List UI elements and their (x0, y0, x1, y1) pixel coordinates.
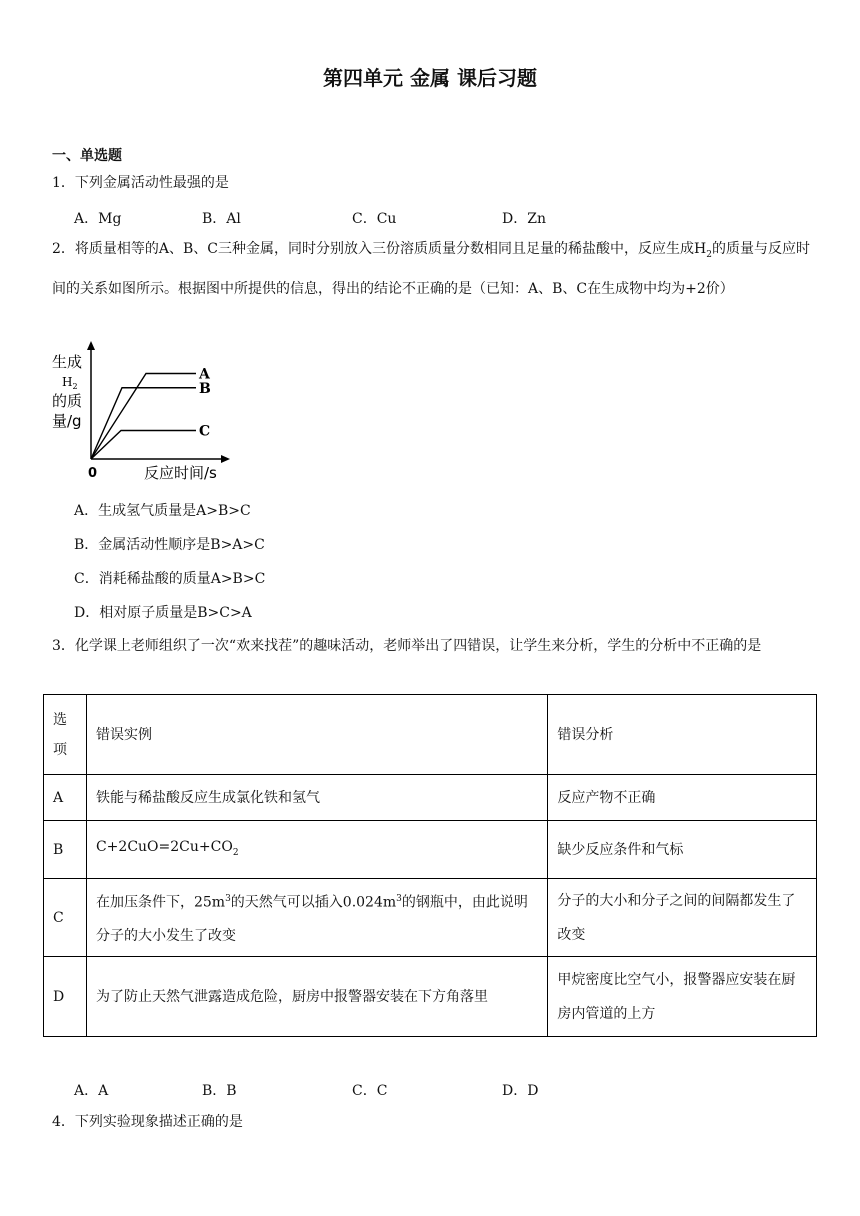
series-line-a (91, 374, 196, 460)
row-d-option: D (44, 957, 87, 1037)
h2-mass-chart (46, 338, 236, 486)
row-d-analysis: 甲烷密度比空气小，报警器应安装在厨房内管道的上方 (548, 957, 817, 1037)
row-c-analysis: 分子的大小和分子之间的间隔都发生了改变 (548, 879, 817, 957)
row-b-analysis: 缺少反应条件和气标 (548, 821, 817, 879)
q2-option-b: B．金属活动性顺序是B>A>C (74, 537, 265, 553)
error-analysis-table (43, 694, 817, 1037)
series-label-a: A (199, 366, 210, 383)
series-label-b: B (199, 380, 211, 397)
table-header-analysis: 错误分析 (548, 695, 817, 775)
table-row (44, 957, 817, 1037)
table-row (44, 821, 817, 879)
q1-option-b: B．Al (202, 211, 241, 227)
q3-option-a: A．A (74, 1083, 109, 1099)
q4-stem: 4．下列实验现象描述正确的是 (52, 1114, 243, 1130)
row-d-example: 为了防止天然气泄露造成危险，厨房中报警器安装在下方角落里 (86, 957, 547, 1037)
q1-stem: 1．下列金属活动性最强的是 (52, 175, 229, 191)
chart-ylabel-line4: 量/g (52, 412, 82, 430)
q1-option-c: C．Cu (352, 211, 397, 227)
row-c-example: 在加压条件下，$25m^3$的天然气可以插入$0.024m^3$的钢瓶中，由此说明分子的大小发生了改变 (86, 879, 547, 957)
q1-option-d: D．Zn (502, 211, 546, 227)
row-b-option: B (44, 821, 87, 879)
series-label-c: C (199, 423, 211, 440)
q3-stem: 3．化学课上老师组织了一次“欢来找茬”的趣味活动，老师举出了四错误，让学生来分析，学生的分析中不正确的是 (52, 638, 762, 654)
table-row (44, 775, 817, 821)
section-heading: 一、单选题 (52, 148, 122, 164)
row-a-example: 铁能与稀盐酸反应生成氯化铁和氢气 (86, 775, 547, 821)
row-a-analysis: 反应产物不正确 (548, 775, 817, 821)
q2-option-a: A．生成氢气质量是A>B>C (74, 503, 251, 519)
chart-ylabel-line3: 的质 (52, 392, 83, 410)
q3-option-d: D．D (502, 1083, 539, 1099)
q3-option-b: B．B (202, 1083, 237, 1099)
chart-x-arrow (221, 455, 230, 463)
table-header-row (44, 695, 817, 775)
row-b-example: $C+2CuO=2Cu+CO_2$ (86, 821, 547, 879)
table-header-example: 错误实例 (86, 695, 547, 775)
chart-y-arrow (87, 341, 95, 350)
series-line-b (91, 388, 196, 459)
q2-option-d: D．相对原子质量是B>C>A (74, 605, 252, 621)
page-title: 第四单元 金属 课后习题 (323, 66, 537, 90)
table-header-option: 选项 (44, 695, 87, 775)
chart-ylabel-line1: 生成 (52, 353, 83, 371)
q2-option-c: C．消耗稀盐酸的质量A>B>C (74, 571, 266, 587)
chart-xlabel: 反应时间/s (144, 464, 217, 482)
q1-option-a: A．Mg (74, 211, 122, 227)
row-c-option: C (44, 879, 87, 957)
chart-ylabel-line2: $H_2$ (62, 375, 78, 391)
q3-option-c: C．C (352, 1083, 388, 1099)
chart-origin-label: 0 (88, 466, 98, 481)
table-row (44, 879, 817, 957)
q2-stem: 2．将质量相等的A、B、C三种金属，同时分别放入三份溶质质量分数相同且足量的稀盐酸中，反应生成$H_2$的质量与反应时间的关系如图所示。根据图中所提供的信息，得出的结论不正确的是（已知：A、B、C在生成物中均为+2价） (52, 241, 810, 297)
row-a-option: A (44, 775, 87, 821)
